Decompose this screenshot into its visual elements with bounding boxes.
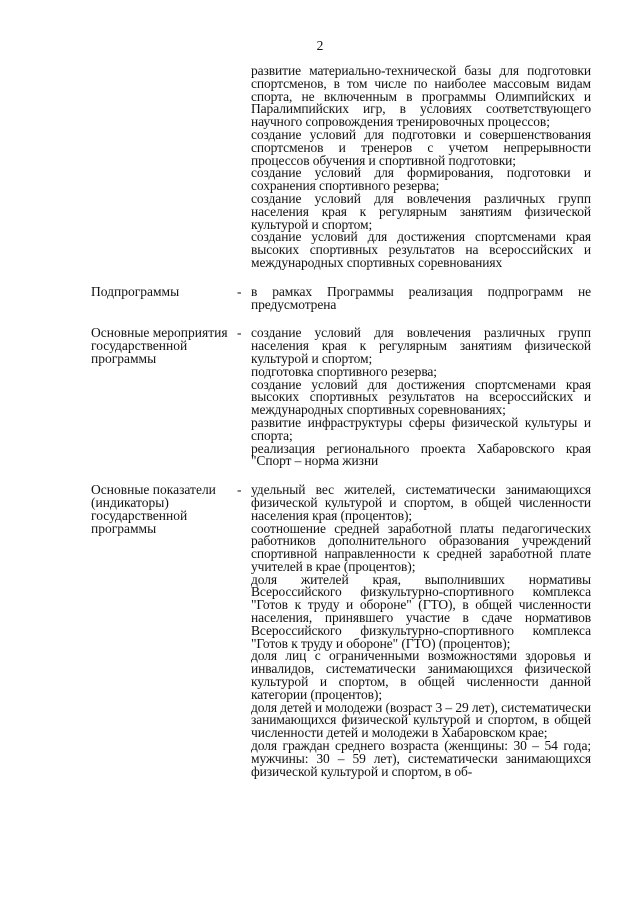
content-paragraph: удельный вес жителей, систематически занимающихся физической культурой и спортом, в общей численности населения края (процентов);: [251, 482, 591, 523]
content-paragraph: реализация регионального проекта Хабаровского края "Спорт – норма жизни: [251, 440, 591, 469]
row-label: [91, 65, 237, 270]
row-content: [251, 65, 591, 270]
content-paragraph: доля граждан среднего возраста (женщины: 30 – 54 года; мужчины: 30 – 59 лет), систематически занимающихся физической культурой и спортом, в об-: [251, 738, 591, 779]
row-dash: -: [237, 283, 242, 299]
passport-row: [91, 484, 591, 778]
content-paragraph: создание условий для достижения спортсменами края высоких спортивных результатов на всероссийских и международных спортивных соревнованиях;: [251, 376, 591, 418]
row-content: [251, 484, 591, 778]
content-paragraph: создание условий для вовлечения различных групп населения края к регулярным занятиям физической культурой и спортом;: [251, 325, 591, 366]
row-dash: -: [237, 482, 242, 498]
row-label: Основные показатели (индикаторы) государственной программы: [91, 482, 216, 536]
passport-row: [91, 65, 591, 270]
row-content: [251, 327, 591, 468]
page-number: 2: [316, 38, 324, 53]
row-dash: [237, 65, 251, 270]
passport-table: [91, 65, 591, 794]
content-paragraph: развитие материально-технической базы для подготовки спортсменов, в том числе по наиболее массовым видам спорта, не включенным в программы Олимпийских и Паралимпийских игр, в условиях соответствующего научного сопровождения тренировочных процессов;: [251, 63, 591, 130]
content-paragraph: доля детей и молодежи (возраст 3 – 29 лет), систематически занимающихся физической культурой и спортом, в общей численности детей и молодежи в Хабаровском крае;: [251, 699, 591, 741]
content-paragraph: в рамках Программы реализация подпрограмм не предусмотрена: [251, 283, 591, 312]
content-paragraph: доля лиц с ограниченными возможностями здоровья и инвалидов, систематически занимающихся физической культурой и спортом, в общей численности данной категории (процентов);: [251, 648, 591, 702]
content-paragraph: создание условий для подготовки и совершенствования спортсменов и тренеров с учетом непрерывности процессов обучения и спортивной подготовки;: [251, 126, 591, 168]
content-paragraph: создание условий для формирования, подготовки и сохранения спортивного резерва;: [251, 165, 591, 194]
content-paragraph: создание условий для вовлечения различных групп населения края к регулярным занятиям физической культурой и спортом;: [251, 190, 591, 232]
content-paragraph: соотношение средней заработной платы педагогических работников дополнительного образования учреждений спортивной направленности к средней заработной плате учителей в крае (процентов);: [251, 520, 591, 574]
content-paragraph: подготовка спортивного резерва;: [251, 363, 437, 379]
row-label: Подпрограммы: [91, 283, 180, 299]
row-label: Основные мероприятия государственной программы: [91, 325, 228, 366]
row-content: [251, 283, 591, 312]
passport-row: [91, 327, 591, 468]
content-paragraph: создание условий для достижения спортсменами края высоких спортивных результатов на всероссийских и международных спортивных соревнованиях: [251, 229, 591, 270]
passport-row: [91, 283, 591, 312]
row-dash: -: [237, 325, 242, 341]
content-paragraph: доля жителей края, выполнивших нормативы Всероссийского физкультурно-спортивного комплекса "Готов к труду и обороне" (ГТО), в общей численности населения, принявшего участие в сдаче нормативов Всероссийского физкультурно-спортивного комплекса "Готов к труду и обороне" (ГТО) (процентов);: [251, 571, 591, 651]
content-paragraph: развитие инфраструктуры сферы физической культуры и спорта;: [251, 414, 591, 443]
